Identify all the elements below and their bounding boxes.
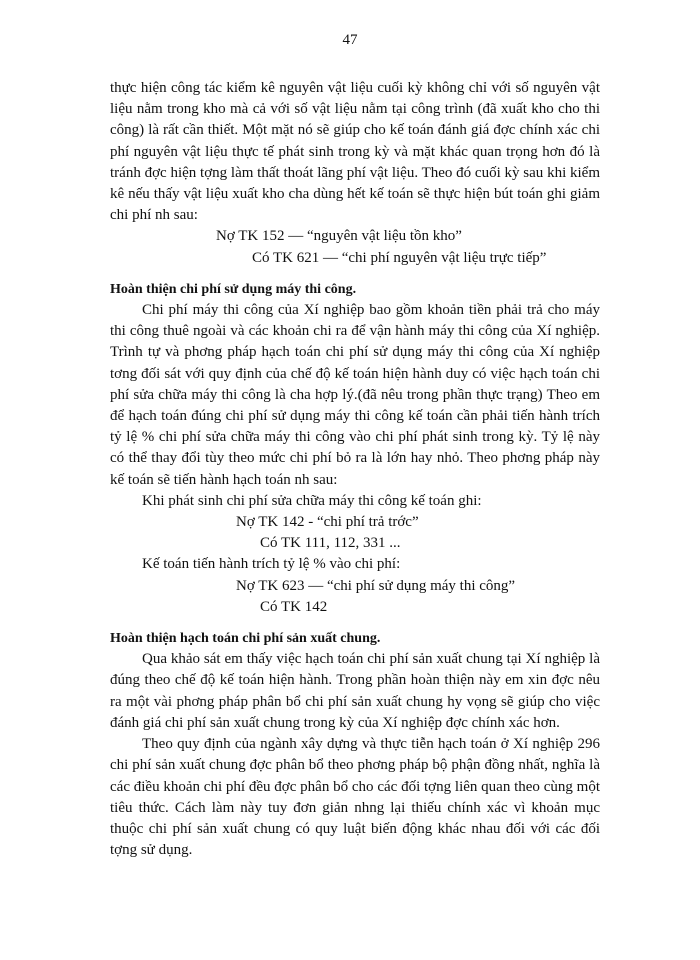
- paragraph-inventory-count: thực hiện công tác kiểm kê nguyên vật liệu cuối kỳ không chỉ với số nguyên vật liệu nằm trong kho mà cả với số vật liệu nằm tại công trình (đã xuất kho cho thi công) là rất cần thiết. Một mặt nó sẽ giúp cho kế toán đánh giá đợc chính xác chi phí nguyên vật liệu thực tế phát sinh trong kỳ và mặt khác quan trọng hơn đó là tránh đợc hiện tợng làm thất thoát lãng phí vật liệu. Theo đó cuối kỳ sau khi kiểm kê nếu thấy vật liệu xuất kho cha dùng hết kế toán sẽ thực hiện bút toán ghi giảm chi phí nh sau:: [110, 80, 600, 224]
- paragraph-machine-cost: Chi phí máy thi công của Xí nghiệp bao gồm khoản tiền phải trả cho máy thi công thuê ngoài và các khoản chi ra để vận hành máy thi công của Xí nghiệp. Trình tự và phơng pháp hạch toán chi phí sử dụng máy thi công của Xí nghiệp tơng đối sát với quy định của chế độ kế toán hiện hành duy có việc hạch toán chi phí sửa chữa máy thi công là cha hợp lý.(đã nêu trong phần thực trạng) Theo em để hạch toán đúng chi phí sử dụng máy thi công kế toán cần phải tiến hành trích tỷ lệ % chi phí sửa chữa máy thi công vào chi phí phát sinh trong kỳ. Tỷ lệ này có thể thay đổi tùy theo mức chi phí bỏ ra là lớn hay nhỏ. Theo phơng pháp này kế toán sẽ tiến hành hạch toán nh sau:: [110, 302, 600, 488]
- journal-entry-debit-152: Nợ TK 152 — “nguyên vật liệu tồn kho”: [216, 228, 462, 245]
- journal-entry-debit-142: Nợ TK 142 - “chi phí trả trớc”: [236, 514, 419, 531]
- journal-entry-debit-623: Nợ TK 623 — “chi phí sử dụng máy thi công”: [236, 577, 516, 594]
- section-heading-machine-cost: Hoàn thiện chi phí sử dụng máy thi công.: [110, 281, 357, 297]
- section-heading-overhead: Hoàn thiện hạch toán chi phí sản xuất chung.: [110, 631, 381, 647]
- paragraph-overhead-survey: Qua khảo sát em thấy việc hạch toán chi phí sản xuất chung tại Xí nghiệp là đúng theo chế độ kế toán hiện hành. Trong phần hoàn thiện này em xin đợc nêu ra một vài phơng pháp phân bổ chi phí sản xuất chung hy vọng sẽ giúp cho việc đánh giá chi phí sản xuất chung trong kỳ của Xí nghiệp đợc chính xác hơn.: [110, 651, 600, 731]
- journal-entry-credit-142: Có TK 142: [260, 598, 328, 615]
- body-text: [110, 78, 600, 861]
- page-number: 47: [342, 32, 358, 48]
- line-allocation-intro: Kế toán tiến hành trích tỷ lệ % vào chi phí:: [142, 556, 401, 573]
- journal-entry-credit-621: Có TK 621 — “chi phí nguyên vật liệu trực tiếp”: [252, 249, 547, 266]
- journal-entry-credit-111: Có TK 111, 112, 331 ...: [260, 535, 401, 552]
- paragraph-overhead-regulation: Theo quy định của ngành xây dựng và thực tiễn hạch toán ở Xí nghiệp 296 chi phí sản xuất chung đợc phân bổ theo phơng pháp bộ phận đồng nhất, nghĩa là các điều khoản chi phí đều đợc phân bổ cho các đối tợng liên quan theo cùng một tiêu thức. Cách làm này tuy đơn giản nhng lại thiếu chính xác vì khoản mục thuộc chi phí sản xuất chung có quy luật biến động khác nhau đối với các đối tợng sử dụng.: [110, 736, 600, 859]
- line-repair-cost-intro: Khi phát sinh chi phí sửa chữa máy thi công kế toán ghi:: [142, 492, 482, 509]
